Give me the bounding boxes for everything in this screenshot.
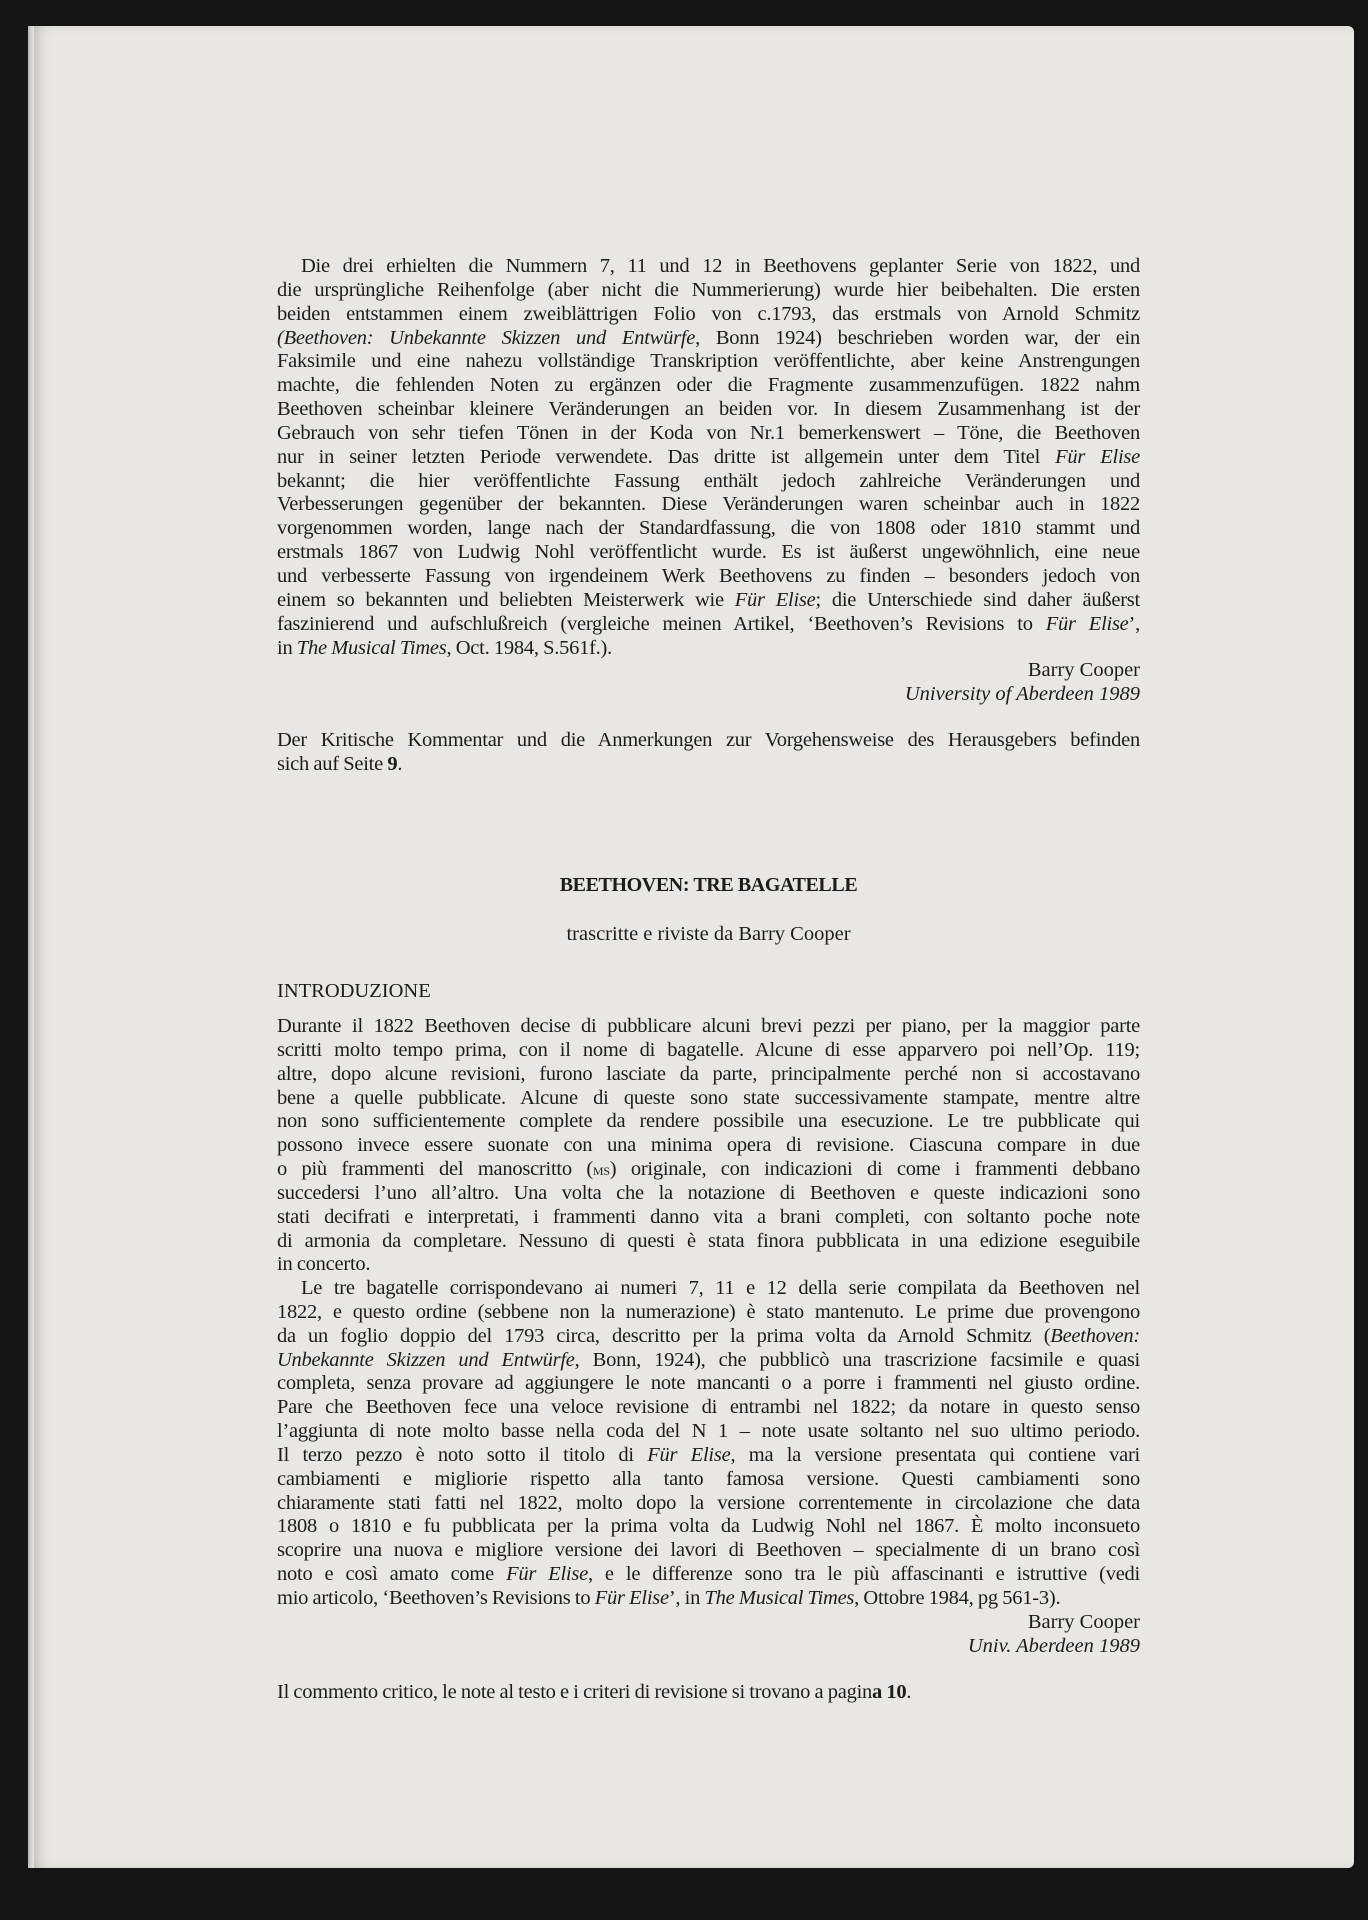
- text-segment: altre, dopo alcune revisioni, furono lasciate da parte, principalmente perché non si accostavano: [277, 1062, 1140, 1085]
- text-segment: scritti molto tempo prima, con il nome di bagatelle. Alcune di esse apparvero poi nell’Op. 119;: [277, 1038, 1140, 1061]
- italian-paragraph-1: [277, 1015, 1140, 1277]
- text-line: [277, 1230, 1140, 1254]
- text-segment: die ursprüngliche Reihenfolge (aber nicht die Nummerierung) wurde hier beibehalten. Die ersten: [277, 278, 1140, 301]
- text-line: [277, 1468, 1140, 1492]
- text-segment: , Bonn 1924) beschrieben worden war, der ein: [695, 326, 1140, 349]
- text-line: [277, 422, 1140, 446]
- text-line: [277, 613, 1140, 637]
- text-segment: scoprire una nuova e migliore versione dei lavori di Beethoven – specialmente di un brano così: [277, 1539, 1140, 1562]
- text-segment: vorgenommen worden, lange nach der Standardfassung, die von 1808 oder 1810 stammt und: [277, 517, 1140, 540]
- text-line: [277, 1039, 1140, 1063]
- text-line: [277, 637, 1140, 661]
- text-segment: cambiamenti e migliorie rispetto alla tanto famosa versione. Questi cambiamenti sono: [277, 1467, 1140, 1490]
- text-line: [277, 446, 1140, 470]
- text-line: [277, 1325, 1140, 1349]
- text-segment: Der Kritische Kommentar und die Anmerkungen zur Vorgehensweise des Herausgebers befinden: [277, 729, 1140, 751]
- text-segment: mio articolo, ‘Beethoven’s Revisions to: [277, 1586, 595, 1609]
- text-segment: , Oct. 1984, S.561f.).: [446, 636, 613, 659]
- text-segment: a 10: [872, 1681, 907, 1703]
- text-segment: The Musical Times: [704, 1586, 855, 1609]
- text-segment: Il commento critico, le note al testo e i criteri di revisione si trovano a pagin: [277, 1681, 873, 1703]
- signature-affiliation: University of Aberdeen 1989: [904, 682, 1140, 705]
- text-line: [277, 350, 1140, 374]
- text-segment: Für Elise: [647, 1443, 731, 1466]
- text-segment: , e le differenze sono tra le più affascinanti e istruttive (vedi: [587, 1563, 1140, 1586]
- text-line: [277, 1087, 1140, 1111]
- text-line: [277, 1587, 1140, 1611]
- text-segment: ) originale, con indicazioni di come i frammenti debbano: [609, 1158, 1141, 1181]
- text-segment: .: [397, 752, 403, 775]
- text-segment: ’, in: [668, 1586, 705, 1609]
- document-page: [28, 26, 1354, 1868]
- text-segment: , ma la versione presentata qui contiene vari: [730, 1443, 1140, 1466]
- text-line: [277, 327, 1140, 351]
- text-segment: nur in seiner letzten Periode verwendete. Das dritte ist allgemein unter dem Titel: [277, 445, 1056, 468]
- text-line: [277, 517, 1140, 541]
- italian-signature: [277, 1611, 1140, 1659]
- text-line: [277, 1681, 1140, 1705]
- text-segment: Durante il 1822 Beethoven decise di pubblicare alcuni brevi pezzi per piano, per la maggior parte: [277, 1015, 1140, 1037]
- text-line: [277, 1063, 1140, 1087]
- signature-name: Barry Cooper: [1027, 1611, 1140, 1633]
- text-line: [277, 1301, 1140, 1325]
- text-line: [277, 565, 1140, 589]
- text-segment: Pare che Beethoven fece una veloce revisione di entrambi nel 1822; da notare in questo senso: [277, 1396, 1140, 1419]
- text-segment: .: [906, 1681, 912, 1703]
- text-segment: bekannt; die hier veröffentlichte Fassung enthält jedoch zahlreiche Veränderungen und: [277, 469, 1140, 492]
- text-segment: The Musical Times: [296, 636, 447, 659]
- text-segment: machte, die fehlenden Noten zu ergänzen oder die Fragmente zusammenzufügen. 1822 nahm: [277, 374, 1140, 397]
- text-line: [277, 729, 1140, 753]
- text-segment: o più frammenti del manoscritto (: [277, 1158, 593, 1181]
- text-line: [277, 279, 1140, 303]
- text-segment: ms: [592, 1159, 610, 1180]
- text-segment: Für Elise: [1045, 612, 1129, 635]
- text-line: [277, 303, 1140, 327]
- text-line: [277, 1110, 1140, 1134]
- german-introduction: [277, 255, 1140, 660]
- text-segment: non sono sufficientemente complete da rendere possibile una esecuzione. Le tre pubblicate qui: [277, 1110, 1140, 1133]
- text-segment: Beethoven scheinbar kleinere Veränderungen an beiden vor. In diesem Zusammenhang ist der: [277, 398, 1140, 421]
- text-line: [277, 1563, 1140, 1587]
- text-segment: Für Elise: [506, 1563, 588, 1586]
- text-segment: 1808 o 1810 e fu pubblicata per la prima volta da Ludwig Nohl nel 1867. È molto inconsueto: [277, 1515, 1140, 1538]
- text-segment: di armonia da completare. Nessuno di questi è stata finora pubblicata in una edizione eseguibile: [277, 1229, 1140, 1252]
- text-line: [277, 1253, 1140, 1277]
- text-line: [277, 398, 1140, 422]
- text-line: [277, 1134, 1140, 1158]
- text-segment: ’,: [1128, 612, 1140, 635]
- text-line: [277, 1372, 1140, 1396]
- text-segment: beiden entstammen einem zweiblättrigen Folio von c.1793, das erstmals von Arnold Schmitz: [277, 302, 1140, 325]
- text-segment: und verbesserte Fassung von irgendeinem Werk Beethovens zu finden – besonders jedoch von: [277, 564, 1140, 587]
- text-segment: sich auf Seite: [277, 752, 388, 775]
- text-segment: da un foglio doppio del 1793 circa, descritto per la prima volta da Arnold Schmitz (: [277, 1324, 1051, 1347]
- text-segment: 1822, e questo ordine (sebbene non la numerazione) è stato mantenuto. Le prime due provengono: [277, 1300, 1140, 1323]
- text-line: [277, 1420, 1140, 1444]
- text-line: [277, 753, 1140, 777]
- text-segment: stati decifrati e interpretati, i frammenti danno vita a brani completi, con soltanto poche note: [277, 1205, 1140, 1228]
- text-segment: Unbekannte Skizzen und Entwürfe: [277, 1348, 575, 1371]
- italian-paragraph-2: [277, 1277, 1140, 1611]
- text-line: [277, 1277, 1140, 1301]
- text-line: [277, 1182, 1140, 1206]
- text-segment: bene a quelle pubblicate. Alcune di queste sono state successivamente stampate, mentre altre: [277, 1086, 1140, 1109]
- text-line: [277, 1539, 1140, 1563]
- section-heading-introduzione: INTRODUZIONE: [277, 980, 431, 1002]
- text-line: [277, 589, 1140, 613]
- text-line: [277, 1015, 1140, 1039]
- text-segment: chiaramente stati fatti nel 1822, molto dopo la versione correntemente in circolazione che data: [277, 1491, 1140, 1514]
- text-segment: Die drei erhielten die Nummern 7, 11 und 12 in Beethovens geplanter Serie von 1822, und: [301, 255, 1140, 277]
- text-segment: , Ottobre 1984, pg 561-3).: [854, 1586, 1061, 1609]
- italian-title: BEETHOVEN: TRE BAGATELLE: [559, 874, 858, 896]
- text-segment: Faksimile und eine nahezu vollständige Transkription veröffentlichte, aber keine Anstrengungen: [277, 350, 1140, 373]
- text-line: [277, 1492, 1140, 1516]
- text-line: [277, 1206, 1140, 1230]
- text-segment: einem so bekannten und beliebten Meisterwerk wie: [277, 588, 735, 611]
- text-segment: succedersi l’uno all’altro. Una volta che la notazione di Beethoven e queste indicazioni sono: [277, 1181, 1140, 1204]
- text-segment: Il terzo pezzo è noto sotto il titolo di: [277, 1443, 648, 1466]
- text-line: [277, 374, 1140, 398]
- text-segment: Le tre bagatelle corrispondevano ai numeri 7, 11 e 12 della serie compilata da Beethoven nel: [301, 1277, 1140, 1299]
- text-segment: (Beethoven: Unbekannte Skizzen und Entwürfe: [277, 326, 696, 349]
- text-line: [277, 1515, 1140, 1539]
- text-segment: completa, senza provare ad aggiungere le note mancanti o a porre i frammenti nel giusto ordine.: [277, 1372, 1140, 1395]
- text-line: [277, 470, 1140, 494]
- text-segment: noto e così amato come: [277, 1563, 507, 1586]
- text-line: [277, 493, 1140, 517]
- text-segment: erstmals 1867 von Ludwig Nohl veröffentlicht wurde. Es ist äußerst ungewöhnlich, eine neue: [277, 541, 1140, 564]
- text-segment: Gebrauch von sehr tiefen Tönen in der Koda von Nr.1 bemerkenswert – Töne, die Beethoven: [277, 421, 1140, 444]
- signature-affiliation: Univ. Aberdeen 1989: [967, 1634, 1140, 1657]
- german-signature: [277, 659, 1140, 707]
- text-segment: faszinierend und aufschlußreich (vergleiche meinen Artikel, ‘Beethoven’s Revisions to: [277, 612, 1046, 635]
- text-segment: l’aggiunta di note molto basse nella coda del N 1 – note usate soltanto nel suo ultimo periodo.: [277, 1420, 1140, 1443]
- italian-editorial-note: [277, 1681, 1140, 1705]
- text-segment: Für Elise: [594, 1586, 669, 1609]
- text-line: [277, 1158, 1140, 1182]
- text-segment: ; die Unterschiede sind daher äußerst: [815, 588, 1140, 611]
- signature-name: Barry Cooper: [1027, 659, 1140, 681]
- italian-subtitle: trascritte e riviste da Barry Cooper: [566, 923, 851, 945]
- text-segment: in concerto.: [277, 1253, 371, 1276]
- text-line: [277, 1349, 1140, 1373]
- text-line: [277, 541, 1140, 565]
- text-segment: possono invece essere suonate con una minima opera di revisione. Ciascuna compare in due: [277, 1134, 1140, 1157]
- text-line: [277, 255, 1140, 279]
- text-segment: 9: [387, 752, 398, 775]
- text-segment: Beethoven:: [1050, 1324, 1140, 1347]
- text-segment: in: [277, 636, 297, 659]
- text-line: [277, 1396, 1140, 1420]
- text-segment: Für Elise: [734, 588, 816, 611]
- text-segment: , Bonn, 1924), che pubblicò una trascrizione facsimile e quasi: [574, 1348, 1141, 1371]
- text-segment: Verbesserungen gegenüber der bekannten. Diese Veränderungen waren scheinbar auch in 1822: [277, 493, 1140, 516]
- text-line: [277, 1444, 1140, 1468]
- german-editorial-note: [277, 729, 1140, 777]
- text-segment: Für Elise: [1055, 445, 1140, 468]
